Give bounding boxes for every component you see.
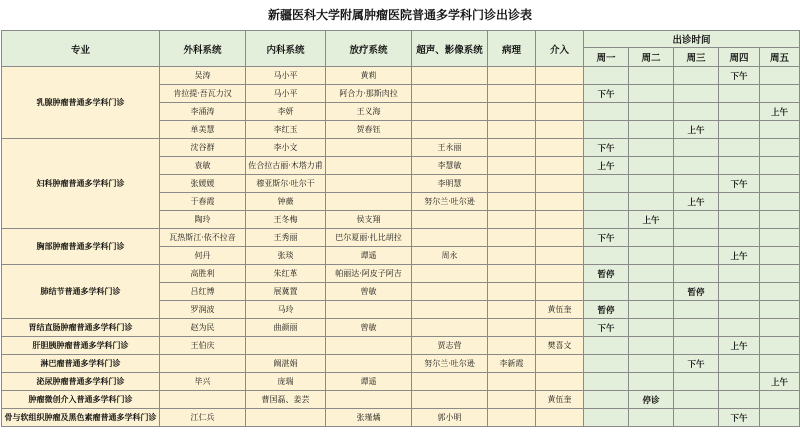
schedule-cell-mon: 下午 [584, 229, 629, 247]
radiotherapy-cell: 谭遥 [326, 373, 412, 391]
radiotherapy-cell: 贺春钰 [326, 121, 412, 139]
schedule-cell-tue [629, 229, 674, 247]
intervention-cell: 黄伍奎 [536, 301, 584, 319]
imaging-cell: 李明慧 [412, 175, 488, 193]
imaging-cell [412, 301, 488, 319]
schedule-cell-wed [674, 337, 719, 355]
specialty-name: 肺结节普通多学科门诊 [2, 265, 160, 319]
radiotherapy-cell: 阿合力·那斯肉拉 [326, 85, 412, 103]
specialty-name: 骨与软组织肿瘤及黑色素瘤普通多学科门诊 [2, 409, 160, 427]
intervention-cell [536, 355, 584, 373]
header-specialty: 专业 [2, 31, 160, 67]
schedule-table [1, 30, 800, 427]
schedule-cell-mon [584, 247, 629, 265]
imaging-cell [412, 67, 488, 85]
internal-cell [246, 337, 326, 355]
table-row [2, 391, 800, 409]
schedule-cell-mon [584, 355, 629, 373]
schedule-cell-wed [674, 373, 719, 391]
schedule-cell-tue [629, 283, 674, 301]
intervention-cell [536, 103, 584, 121]
specialty-name: 肝胆胰肿瘤普通多学科门诊 [2, 337, 160, 355]
schedule-cell-fri [760, 175, 800, 193]
internal-cell [246, 409, 326, 427]
schedule-cell-wed: 暂停 [674, 283, 719, 301]
schedule-cell-mon [584, 67, 629, 85]
internal-cell: 佐合拉古丽·木塔力甫 [246, 157, 326, 175]
schedule-cell-mon [584, 193, 629, 211]
specialty-name: 乳腺肿瘤普通多学科门诊 [2, 67, 160, 139]
schedule-cell-wed [674, 247, 719, 265]
pathology-cell [488, 391, 536, 409]
header-radiotherapy: 放疗系统 [326, 31, 412, 67]
pathology-cell [488, 409, 536, 427]
schedule-cell-thu [719, 193, 760, 211]
intervention-cell [536, 121, 584, 139]
schedule-cell-tue [629, 247, 674, 265]
intervention-cell [536, 265, 584, 283]
schedule-cell-fri [760, 157, 800, 175]
pathology-cell [488, 121, 536, 139]
header-day-thu: 周四 [719, 48, 760, 67]
surgery-cell: 吕红博 [160, 283, 246, 301]
table-row [2, 337, 800, 355]
schedule-cell-thu: 下午 [719, 67, 760, 85]
surgery-cell: 李涌涛 [160, 103, 246, 121]
schedule-cell-mon: 下午 [584, 85, 629, 103]
internal-cell: 曲颜丽 [246, 319, 326, 337]
surgery-cell [160, 355, 246, 373]
table-row [2, 373, 800, 391]
header-intervention: 介入 [536, 31, 584, 67]
schedule-cell-thu [719, 301, 760, 319]
table-row [2, 319, 800, 337]
imaging-cell [412, 265, 488, 283]
internal-cell: 李妍 [246, 103, 326, 121]
internal-cell: 张琰 [246, 247, 326, 265]
radiotherapy-cell: 曾敏 [326, 319, 412, 337]
radiotherapy-cell: 黄莉 [326, 67, 412, 85]
schedule-cell-tue [629, 175, 674, 193]
schedule-cell-mon [584, 211, 629, 229]
schedule-cell-wed [674, 301, 719, 319]
radiotherapy-cell: 谭遥 [326, 247, 412, 265]
internal-cell: 穆亚斯尔·吐尔干 [246, 175, 326, 193]
schedule-cell-fri [760, 337, 800, 355]
internal-cell: 王秀丽 [246, 229, 326, 247]
surgery-cell: 毕兴 [160, 373, 246, 391]
header-surgery: 外科系统 [160, 31, 246, 67]
imaging-cell [412, 121, 488, 139]
schedule-cell-mon [584, 283, 629, 301]
schedule-cell-fri: 上午 [760, 103, 800, 121]
header-day-mon: 周一 [584, 48, 629, 67]
header-day-fri: 周五 [760, 48, 800, 67]
schedule-cell-thu [719, 391, 760, 409]
table-row [2, 355, 800, 373]
radiotherapy-cell [326, 391, 412, 409]
schedule-cell-wed [674, 409, 719, 427]
radiotherapy-cell: 张瑾燏 [326, 409, 412, 427]
schedule-cell-wed [674, 319, 719, 337]
schedule-cell-mon: 上午 [584, 157, 629, 175]
pathology-cell [488, 67, 536, 85]
header-pathology: 病理 [488, 31, 536, 67]
schedule-cell-wed [674, 265, 719, 283]
schedule-cell-mon [584, 121, 629, 139]
header-schedule: 出诊时间 [584, 31, 800, 48]
imaging-cell: 努尔兰·吐尔逊 [412, 193, 488, 211]
schedule-cell-wed [674, 67, 719, 85]
intervention-cell [536, 67, 584, 85]
internal-cell: 朱红革 [246, 265, 326, 283]
imaging-cell: 李慧敏 [412, 157, 488, 175]
schedule-cell-mon [584, 391, 629, 409]
schedule-cell-thu [719, 229, 760, 247]
schedule-cell-thu: 下午 [719, 409, 760, 427]
schedule-cell-wed: 下午 [674, 355, 719, 373]
schedule-cell-wed [674, 103, 719, 121]
schedule-cell-tue: 停诊 [629, 391, 674, 409]
intervention-cell: 黄伍奎 [536, 391, 584, 409]
pathology-cell: 李新霞 [488, 355, 536, 373]
schedule-cell-tue [629, 301, 674, 319]
surgery-cell: 肯拉提·吾瓦力汉 [160, 85, 246, 103]
schedule-cell-thu [719, 283, 760, 301]
pathology-cell [488, 211, 536, 229]
radiotherapy-cell [326, 301, 412, 319]
table-row [2, 67, 800, 85]
internal-cell: 马小平 [246, 85, 326, 103]
imaging-cell [412, 85, 488, 103]
schedule-cell-thu [719, 103, 760, 121]
schedule-cell-thu [719, 355, 760, 373]
intervention-cell [536, 229, 584, 247]
pathology-cell [488, 157, 536, 175]
schedule-cell-wed [674, 229, 719, 247]
imaging-cell [412, 319, 488, 337]
surgery-cell: 罗润波 [160, 301, 246, 319]
header-day-tue: 周二 [629, 48, 674, 67]
schedule-cell-fri [760, 355, 800, 373]
intervention-cell [536, 85, 584, 103]
pathology-cell [488, 229, 536, 247]
internal-cell: 李小文 [246, 139, 326, 157]
schedule-cell-fri [760, 211, 800, 229]
schedule-cell-wed: 上午 [674, 121, 719, 139]
table-row [2, 139, 800, 157]
radiotherapy-cell [326, 139, 412, 157]
radiotherapy-cell [326, 157, 412, 175]
internal-cell: 马小平 [246, 67, 326, 85]
pathology-cell [488, 103, 536, 121]
specialty-name: 泌尿肿瘤普通多学科门诊 [2, 373, 160, 391]
schedule-cell-mon: 暂停 [584, 265, 629, 283]
internal-cell: 庞瑞 [246, 373, 326, 391]
schedule-cell-wed [674, 175, 719, 193]
intervention-cell [536, 193, 584, 211]
schedule-cell-fri [760, 121, 800, 139]
intervention-cell [536, 283, 584, 301]
intervention-cell [536, 247, 584, 265]
surgery-cell: 单美慧 [160, 121, 246, 139]
schedule-cell-thu [719, 265, 760, 283]
imaging-cell: 郭小明 [412, 409, 488, 427]
surgery-cell [160, 391, 246, 409]
surgery-cell: 张媛媛 [160, 175, 246, 193]
schedule-cell-fri [760, 139, 800, 157]
surgery-cell: 吴涛 [160, 67, 246, 85]
schedule-cell-mon [584, 337, 629, 355]
schedule-cell-thu [719, 319, 760, 337]
imaging-cell [412, 391, 488, 409]
specialty-name: 胸部肿瘤普通多学科门诊 [2, 229, 160, 265]
schedule-cell-thu [719, 121, 760, 139]
imaging-cell [412, 229, 488, 247]
intervention-cell [536, 175, 584, 193]
schedule-cell-fri [760, 229, 800, 247]
schedule-cell-tue [629, 409, 674, 427]
schedule-cell-fri [760, 67, 800, 85]
specialty-name: 淋巴瘤普通多学科门诊 [2, 355, 160, 373]
pathology-cell [488, 319, 536, 337]
header-day-wed: 周三 [674, 48, 719, 67]
surgery-cell: 沈谷群 [160, 139, 246, 157]
schedule-cell-thu [719, 373, 760, 391]
schedule-cell-wed [674, 85, 719, 103]
internal-cell: 李红玉 [246, 121, 326, 139]
schedule-cell-wed [674, 139, 719, 157]
pathology-cell [488, 283, 536, 301]
surgery-cell: 瓦热斯江·依不拉音 [160, 229, 246, 247]
schedule-cell-fri [760, 193, 800, 211]
schedule-cell-mon [584, 103, 629, 121]
schedule-cell-mon: 下午 [584, 139, 629, 157]
surgery-cell: 于春霞 [160, 193, 246, 211]
surgery-cell: 陶玲 [160, 211, 246, 229]
radiotherapy-cell: 侯支翔 [326, 211, 412, 229]
schedule-cell-tue [629, 139, 674, 157]
internal-cell: 马玲 [246, 301, 326, 319]
schedule-cell-wed [674, 211, 719, 229]
imaging-cell [412, 373, 488, 391]
internal-cell: 曹国磊、姜芸 [246, 391, 326, 409]
schedule-cell-tue [629, 67, 674, 85]
surgery-cell: 何丹 [160, 247, 246, 265]
radiotherapy-cell [326, 355, 412, 373]
schedule-cell-tue [629, 355, 674, 373]
imaging-cell [412, 103, 488, 121]
specialty-name: 妇科肿瘤普通多学科门诊 [2, 139, 160, 229]
schedule-cell-wed: 上午 [674, 193, 719, 211]
schedule-cell-fri [760, 247, 800, 265]
internal-cell: 王冬梅 [246, 211, 326, 229]
intervention-cell [536, 139, 584, 157]
schedule-cell-fri [760, 265, 800, 283]
surgery-cell: 袁敏 [160, 157, 246, 175]
radiotherapy-cell [326, 175, 412, 193]
schedule-cell-fri [760, 391, 800, 409]
imaging-cell [412, 283, 488, 301]
schedule-cell-tue [629, 193, 674, 211]
specialty-name: 胃结直肠肿瘤普通多学科门诊 [2, 319, 160, 337]
pathology-cell [488, 265, 536, 283]
radiotherapy-cell: 帕丽达·阿皮子阿吉 [326, 265, 412, 283]
schedule-cell-mon [584, 409, 629, 427]
intervention-cell [536, 373, 584, 391]
table-row [2, 265, 800, 283]
pathology-cell [488, 301, 536, 319]
schedule-cell-tue [629, 121, 674, 139]
schedule-cell-thu [719, 211, 760, 229]
intervention-cell [536, 409, 584, 427]
schedule-cell-tue [629, 103, 674, 121]
page-title: 新疆医科大学附属肿瘤医院普通多学科门诊出诊表 [267, 8, 532, 22]
pathology-cell [488, 247, 536, 265]
schedule-cell-wed [674, 157, 719, 175]
pathology-cell [488, 139, 536, 157]
radiotherapy-cell: 巴尔夏丽·扎比胡拉 [326, 229, 412, 247]
intervention-cell: 樊喜文 [536, 337, 584, 355]
schedule-cell-tue [629, 337, 674, 355]
table-row [2, 229, 800, 247]
schedule-cell-mon: 暂停 [584, 301, 629, 319]
schedule-cell-tue [629, 265, 674, 283]
surgery-cell: 高胜利 [160, 265, 246, 283]
schedule-cell-thu [719, 157, 760, 175]
pathology-cell [488, 175, 536, 193]
radiotherapy-cell: 曾敏 [326, 283, 412, 301]
table-row [2, 409, 800, 427]
surgery-cell: 江仁兵 [160, 409, 246, 427]
intervention-cell [536, 157, 584, 175]
specialty-name: 肿瘤微创介入普通多学科门诊 [2, 391, 160, 409]
schedule-body [2, 67, 800, 427]
internal-cell: 钟薇 [246, 193, 326, 211]
schedule-cell-tue [629, 319, 674, 337]
schedule-cell-thu [719, 85, 760, 103]
imaging-cell: 王永丽 [412, 139, 488, 157]
header-internal: 内科系统 [246, 31, 326, 67]
schedule-cell-tue [629, 157, 674, 175]
imaging-cell [412, 211, 488, 229]
header-imaging: 超声、影像系统 [412, 31, 488, 67]
imaging-cell: 贾志营 [412, 337, 488, 355]
pathology-cell [488, 337, 536, 355]
schedule-cell-fri [760, 301, 800, 319]
schedule-cell-tue [629, 373, 674, 391]
radiotherapy-cell [326, 193, 412, 211]
imaging-cell: 周永 [412, 247, 488, 265]
internal-cell: 阚湛娟 [246, 355, 326, 373]
schedule-cell-mon [584, 175, 629, 193]
schedule-cell-mon: 下午 [584, 319, 629, 337]
schedule-cell-fri [760, 283, 800, 301]
schedule-cell-tue: 上午 [629, 211, 674, 229]
intervention-cell [536, 211, 584, 229]
schedule-cell-mon [584, 373, 629, 391]
surgery-cell: 赵为民 [160, 319, 246, 337]
pathology-cell [488, 193, 536, 211]
schedule-cell-thu: 下午 [719, 175, 760, 193]
surgery-cell: 王伯庆 [160, 337, 246, 355]
schedule-cell-fri [760, 409, 800, 427]
internal-cell: 展冀置 [246, 283, 326, 301]
schedule-cell-thu: 上午 [719, 337, 760, 355]
schedule-cell-tue [629, 85, 674, 103]
pathology-cell [488, 373, 536, 391]
schedule-cell-fri: 上午 [760, 373, 800, 391]
schedule-cell-fri [760, 85, 800, 103]
pathology-cell [488, 85, 536, 103]
schedule-cell-thu: 上午 [719, 247, 760, 265]
imaging-cell: 努尔兰·吐尔逊 [412, 355, 488, 373]
schedule-cell-thu [719, 139, 760, 157]
schedule-cell-fri [760, 319, 800, 337]
schedule-cell-wed [674, 391, 719, 409]
radiotherapy-cell [326, 337, 412, 355]
radiotherapy-cell: 王义海 [326, 103, 412, 121]
intervention-cell [536, 319, 584, 337]
